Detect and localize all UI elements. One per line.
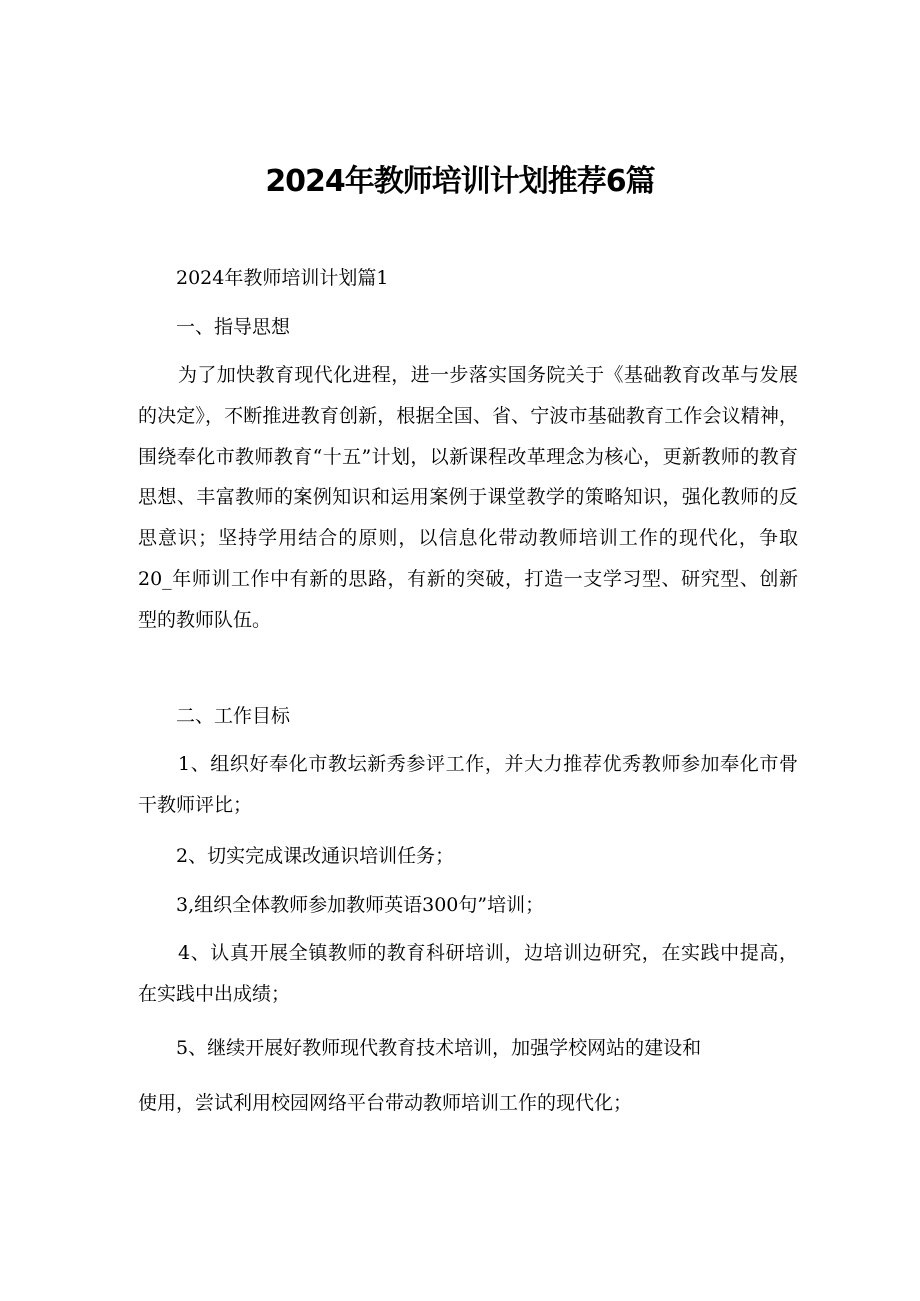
goal-item-1: 1、组织好奉化市教坛新秀参评工作，并大力推荐优秀教师参加奉化市骨干教师评比； — [138, 753, 798, 816]
goal-item-3: 3,组织全体教师参加教师英语300句”培训； — [176, 894, 545, 916]
section-title: 2024年教师培训计划篇1 — [176, 267, 389, 289]
guiding-paragraph: 为了加快教育现代化进程，进一步落实国务院关于《基础教育改革与发展的决定》，不断推进教育创新，根据全国、省、宁波市基础教育工作会议精神，围绕奉化市教师教育“十五”计划，以新课程改革理念为核心，更新教师的教育思想、丰富教师的案例知识和运用案例于课堂教学的策略知识，强化教师的反思意识；坚持学用结合的原则，以信息化带动教师培训工作的现代化，争取20_年师训工作中有新的思路，有新的突破，打造一支学习型、研究型、创新型的教师队伍。 — [138, 364, 798, 631]
goal-item-5-line-1: 5、继续开展好教师现代教育技术培训，加强学校网站的建设和 — [176, 1037, 702, 1059]
heading-guiding-ideology: 一、指导思想 — [176, 316, 291, 338]
goal-item-5-line-2: 使用，尝试利用校园网络平台带动教师培训工作的现代化； — [138, 1092, 633, 1114]
document-title: 2024年教师培训计划推荐6篇 — [265, 164, 655, 199]
goal-item-2: 2、切实完成课改通识培训任务； — [176, 845, 455, 867]
heading-work-goals: 二、工作目标 — [176, 705, 291, 727]
goal-item-4: 4、认真开展全镇教师的教育科研培训，边培训边研究，在实践中提高，在实践中出成绩； — [138, 942, 798, 1005]
